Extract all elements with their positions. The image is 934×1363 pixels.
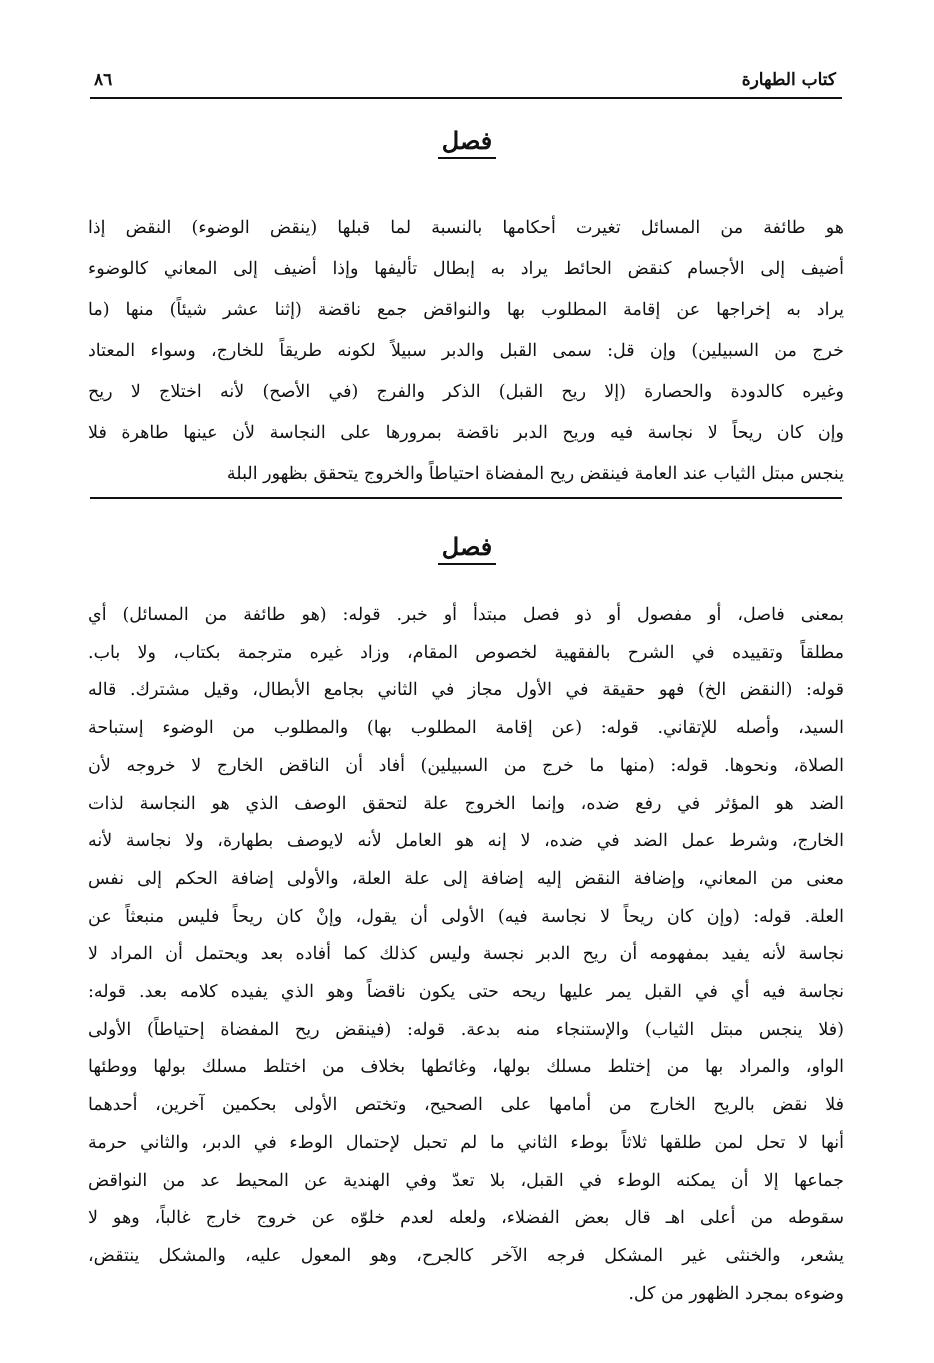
- text-line: الضد هو المؤثر في رفع ضده، وإنما الخروج علة لتحقق الوصف الذي هو النجاسة لذات: [88, 793, 844, 814]
- matn-paragraph: [88, 208, 844, 495]
- book-title: كتاب الطهارة: [741, 70, 836, 90]
- text-line: فلا نقض بالريح الخارج من أمامها على الصحيح، وتختص الأولى بحكمين آخرين، أحدهما: [88, 1095, 844, 1116]
- text-line: العلة. قوله: (وإن كان ريحاً لا نجاسة فيه) الأولى أن يقول، وإنْ كان ريحاً فليس منبعثاً عن: [88, 906, 844, 927]
- text-line: أنها لا تحل لمن طلقها ثلاثاً بوطء الثاني ما لم تحبل لإحتمال الوطء في الدبر، والثاني حرمة: [88, 1132, 844, 1153]
- text-line: قوله: (النقض الخ) فهو حقيقة في الأول مجاز في الثاني بجامع الأبطال، وقيل مشترك. قاله: [88, 680, 844, 701]
- text-line: نجاسة لأنه يفيد بمفهومه أن ريح الدبر نجسة وليس كذلك كما أفاده بعد ويحتمل أن المراد لا: [88, 944, 844, 965]
- text-line: وضوءه بمجرد الظهور من كل.: [628, 1283, 844, 1304]
- text-line: سقوطه من أعلى اهـ قال بعض الفضلاء، ولعله لعدم خلوّه عن خروج خارج غالباً، وهو لا: [88, 1208, 844, 1229]
- text-line: هو طائفة من المسائل تغيرت أحكامها بالنسبة لما قبلها (ينقض الوضوء) النقض إذا: [88, 218, 844, 238]
- page-number: ٨٦: [94, 70, 113, 90]
- text-line: وغيره كالدودة والحصارة (إلا ريح القبل) الذكر والفرج (في الأصح) لأنه اختلاج لا ريح: [88, 382, 844, 402]
- text-line: معنى من المعاني، وإضافة النقض إليه إضافة إلى علة العلة، والأولى إضافة الحكم إلى نفس: [88, 868, 844, 889]
- text-line: يراد به إخراجها عن إقامة المطلوب بها والنواقض جمع ناقضة (إثنا عشر شيئاً) منها (ما: [88, 300, 844, 320]
- text-line: جماعها إلا أن يمكنه الوطء في القبل، بلا تعدّ وفي الهندية عن المحيط عد من النواقض: [88, 1170, 844, 1191]
- text-line: خرج من السبيلين) وإن قل: سمى القبل والدبر سبيلاً لكونه طريقاً للخارج، وسواء المعتاد: [88, 341, 844, 361]
- text-line: السيد، وأصله للإتقاني. قوله: (عن إقامة المطلوب بها) والمطلوب من الوضوء إستباحة: [88, 718, 844, 739]
- text-line: (فلا ينجس مبتل الثياب) والإستنجاء منه بدعة. قوله: (فينقض ريح المفضاة إحتياطاً) الأولى: [88, 1019, 844, 1040]
- section-heading-2: فصل: [0, 532, 934, 565]
- text-line: مطلقاً وتقييده في الشرح بالفقهية لخصوص المقام، وزاد غيره مترجمة بكتاب، ولا باب.: [88, 642, 844, 663]
- header-rule: [90, 97, 842, 99]
- text-line: أضيف إلى الأجسام كنقض الحائط يراد به إبطال تأليفها وإذا أضيف إلى المعاني كالوضوء: [88, 259, 844, 279]
- section-divider-rule: [90, 497, 842, 499]
- text-line: الخارج، وشرط عمل الضد في ضده، لا إنه هو العامل لأنه لايوصف بطهارة، ولا نجاسة لأنه: [88, 831, 844, 852]
- text-line: وإن كان ريحاً لا نجاسة فيه وريح الدبر ناقضة بمرورها على النجاسة لأن عينها طاهرة فلا: [88, 423, 844, 443]
- running-header: [90, 52, 842, 90]
- text-line: ينجس مبتل الثياب عند العامة فينقض ريح المفضاة احتياطاً والخروج يتحقق بظهور البلة: [226, 464, 844, 484]
- text-line: بمعنى فاصل، أو مفصول أو ذو فصل مبتدأ أو خبر. قوله: (هو طائفة من المسائل) أي: [88, 605, 844, 625]
- text-line: نجاسة فيه أي في القبل يمر عليها ريحه حتى يكون ناقضاً وهو الذي يفيده كلامه بعد. قوله:: [88, 982, 844, 1003]
- text-line: الصلاة، ونحوها. قوله: (منها ما خرج من السبيلين) أفاد أن الناقض الخارج لا خروجه لأن: [88, 755, 844, 776]
- commentary-paragraph: [88, 597, 844, 1313]
- section-heading-1: فصل: [0, 126, 934, 159]
- text-line: يشعر، والخنثى غير المشكل فرجه الآخر كالجرح، وهو المعول عليه، والمشكل ينتقض،: [88, 1245, 844, 1266]
- text-line: الواو، والمراد بها من إختلط مسلك بولها، وغائطها بخلاف من اختلط مسلك بولها ووطئها: [88, 1057, 844, 1078]
